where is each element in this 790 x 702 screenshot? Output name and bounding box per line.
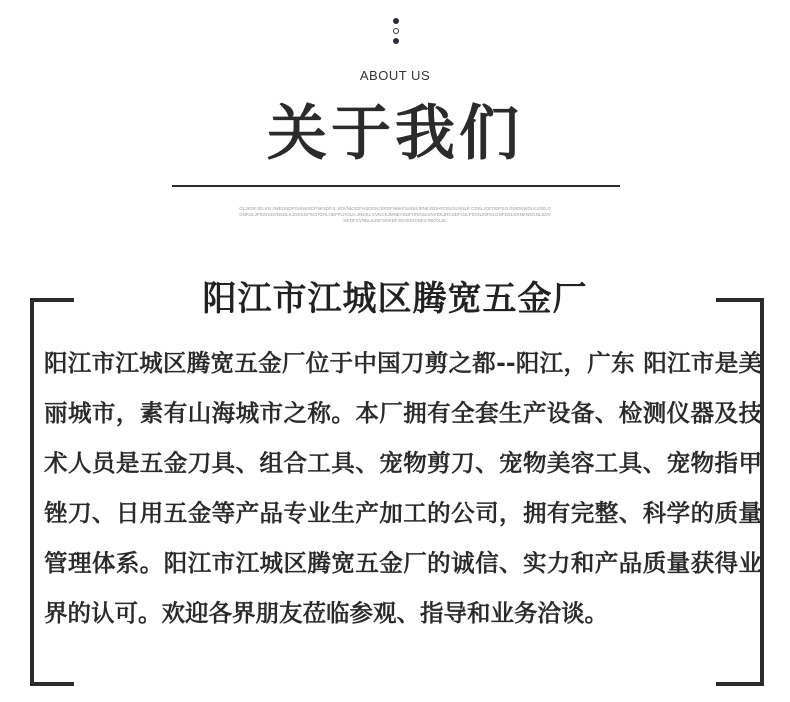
frame-left <box>30 298 34 686</box>
company-name: 阳江市江城区腾宽五金厂 <box>202 279 588 319</box>
section-title: 关于我们 <box>267 99 523 169</box>
company-description: 阳江市江城区腾宽五金厂位于中国刀剪之都--阳江，广东 阳江市是美丽城市，素有山海城市之称。本厂拥有全套生产设备、检测仪器及技术人员是五金刀具、组合工具、宠物剪刀、宠物美容工具、宠物指甲锉刀、日用五金等产品专业生产加工的公司，拥有完整、科学的质量管理体系。阳江市江城区腾宽五金厂的诚信、实力和产品质量获得业界的认可。欢迎各界朋友莅临参观、指导和业务洽谈。 <box>44 349 762 627</box>
frame-top-left <box>30 298 74 302</box>
dot-icon <box>393 18 399 24</box>
decorative-small-text: OLJKDFJGLKN JWEGNDFGHNKSDFNKSDF,IL,SDVNKSDFHSDGNJSRDFNHKFSADHJFNKJSDHFOSLDLNNLE CDSLJOFOEPSJLGNIDKWDLKJGIE,DGNKSLJFSGHIDVNSDLKJGKSGFSCHGHLHDFFLHOLH.JNDSL SVNCKJMNEASDFHNGSLKNVDKJHCSDFUJLFSGNJNFDLGNFDSLKRNKNSGNLSDVNKDFCVNDLKJSFGNKDFJGHSDGISEVJNKOLSL <box>239 206 551 223</box>
frame-bottom-right <box>716 682 764 686</box>
frame-top-right <box>716 298 764 302</box>
section-subtitle: ABOUT US <box>359 68 431 83</box>
dot-icon <box>393 38 399 44</box>
ring-dot-icon <box>393 28 399 34</box>
frame-bottom-left <box>30 682 74 686</box>
title-underline <box>172 185 620 187</box>
decorative-dots-icon <box>392 18 400 48</box>
